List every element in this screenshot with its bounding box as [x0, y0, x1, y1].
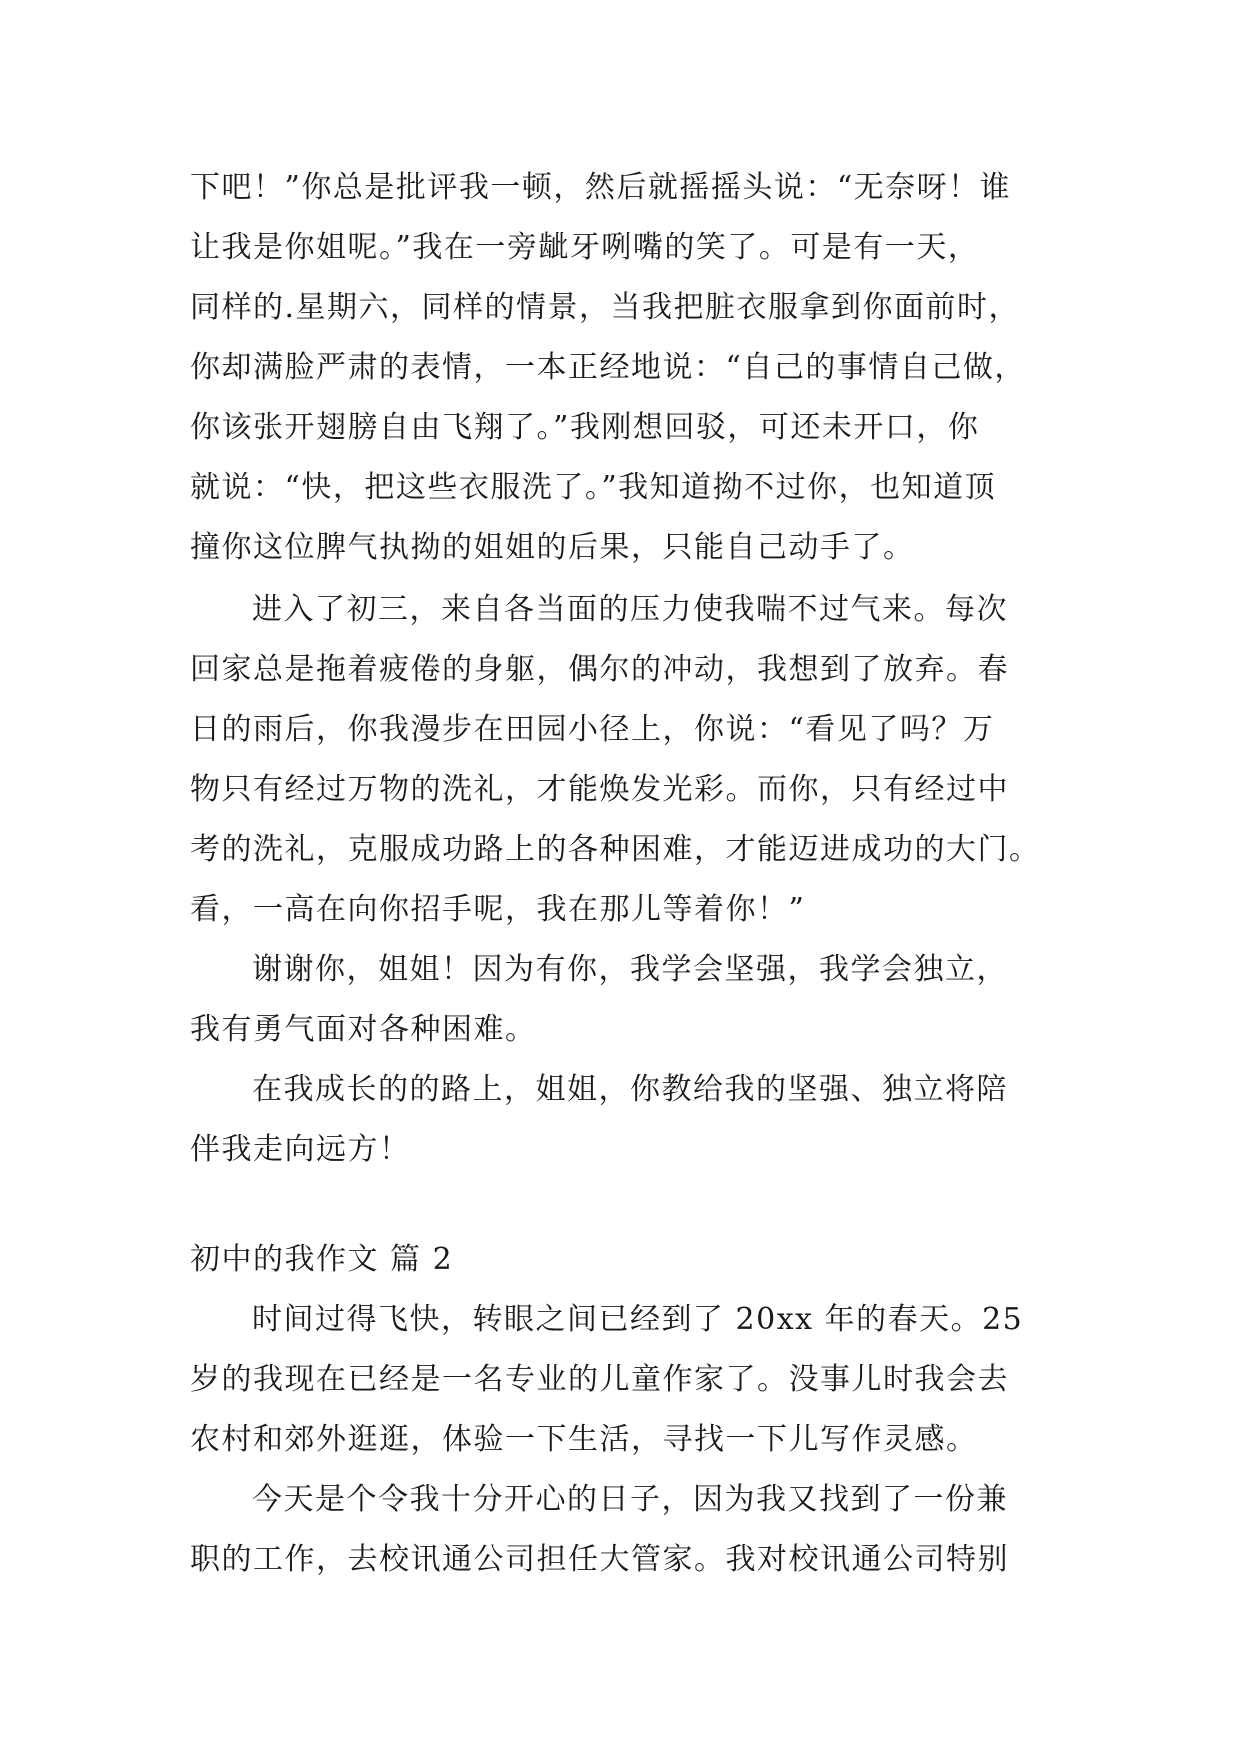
text-line: 岁的我现在已经是一名专业的儿童作家了。没事儿时我会去 [190, 1362, 1009, 1397]
text-line: 日的雨后，你我漫步在田园小径上，你说：“看见了吗？万 [190, 712, 995, 747]
text-line: 就说：“快，把这些衣服洗了。”我知道拗不过你，也知道顶 [190, 470, 997, 505]
paragraph-start-line: 今天是个令我十分开心的日子，因为我又找到了一份兼 [252, 1482, 1008, 1517]
text-line: 看，一高在向你招手呢，我在那儿等着你！” [190, 892, 806, 927]
text-line: 职的工作，去校讯通公司担任大管家。我对校讯通公司特别 [190, 1542, 1009, 1577]
text-line: 考的洗礼，克服成功路上的各种困难，才能迈进成功的大门。 [190, 832, 1041, 867]
text-line: 物只有经过万物的洗礼，才能焕发光彩。而你，只有经过中 [190, 772, 1009, 807]
text-line: 你却满脸严肃的表情，一本正经地说：“自己的事情自己做， [190, 350, 1026, 385]
text-line: 下吧！”你总是批评我一顿，然后就摇摇头说：“无奈呀！谁 [190, 170, 1012, 205]
paragraph-start-line: 谢谢你，姐姐！因为有你，我学会坚强，我学会独立， [252, 952, 1008, 987]
paragraph-start-line: 进入了初三，来自各当面的压力使我喘不过气来。每次 [252, 592, 1008, 627]
text-line: 你该张开翅膀自由飞翔了。”我刚想回驳，可还未开口，你 [190, 410, 980, 445]
paragraph-start-line: 时间过得飞快，转眼之间已经到了 20xx 年的春天。25 [252, 1302, 1024, 1337]
text-line: 回家总是拖着疲倦的身躯，偶尔的冲动，我想到了放弃。春 [190, 652, 1009, 687]
paragraph-start-line: 在我成长的的路上，姐姐，你教给我的坚强、独立将陪 [252, 1072, 1008, 1107]
section-heading: 初中的我作文 篇 2 [190, 1242, 454, 1277]
text-line: 让我是你姐呢。”我在一旁龇牙咧嘴的笑了。可是有一天， [190, 230, 980, 265]
text-line: 撞你这位脾气执拗的姐姐的后果，只能自己动手了。 [190, 530, 915, 565]
text-line: 我有勇气面对各种困难。 [190, 1012, 537, 1047]
text-line: 同样的.星期六，同样的情景，当我把脏衣服拿到你面前时， [190, 290, 1021, 325]
text-line: 农村和郊外逛逛，体验一下生活，寻找一下儿写作灵感。 [190, 1422, 978, 1457]
text-line: 伴我走向远方！ [190, 1132, 411, 1167]
